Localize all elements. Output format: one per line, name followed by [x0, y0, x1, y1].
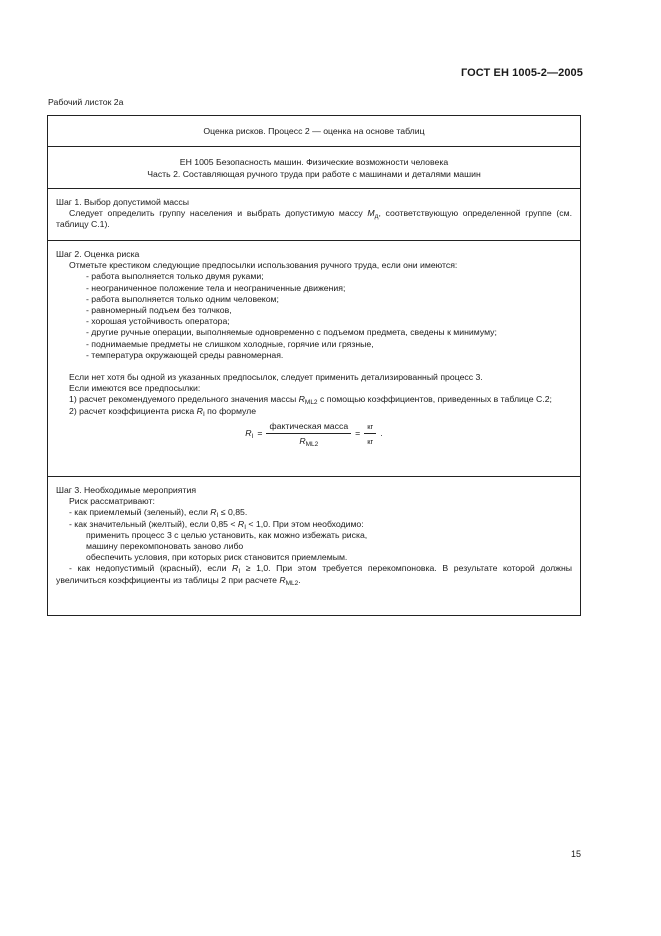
subtitle-line-1: ЕН 1005 Безопасность машин. Физические возможности человека: [179, 157, 449, 167]
precondition-item: - поднимаемые предметы не слишком холодные, горячие или грязные,: [86, 338, 374, 349]
step-2-intro: Отметьте крестиком следующие предпосылки использования ручного труда, если они имеются:: [69, 260, 458, 271]
step-1-title: Шаг 1. Выбор допустимой массы: [56, 197, 189, 207]
precondition-item: - работа выполняется только двумя руками;: [86, 271, 264, 282]
worksheet-table: [47, 115, 581, 616]
formula-rml-symbol: R: [299, 436, 306, 447]
risk-formula: [56, 421, 572, 447]
formula-denominator: [299, 434, 318, 447]
risk-unacceptable: [56, 563, 572, 585]
item-1-text-b: с помощью коэффициентов, приведенных в таблице С.2;: [317, 394, 552, 405]
step-1-text: [56, 208, 572, 230]
step-2-item-1: [56, 394, 572, 405]
precondition-list: [56, 271, 572, 361]
page-number: 15: [570, 849, 581, 859]
unacceptable-text-b: ≥ 1,0. При этом требуется перекомпоновка. В результате которой должны увеличиться коэффициенты из таблицы 2 при расчете: [56, 563, 572, 585]
step-3-title: Шаг 3. Необходимые мероприятия: [56, 485, 197, 495]
units-fraction: [364, 421, 376, 447]
unacceptable-r-subscript: I: [238, 568, 241, 576]
rml-subscript: ML2: [304, 399, 318, 407]
table-title: Оценка рисков. Процесс 2 — оценка на основе таблиц: [48, 116, 580, 147]
risk-significant: [56, 519, 572, 530]
measure-item: обеспечить условия, при которых риск становится приемлемым.: [86, 552, 348, 563]
step-2-title: Шаг 2. Оценка риска: [56, 249, 140, 259]
units-denominator: кг: [367, 437, 374, 447]
subtitle-line-2: Часть 2. Составляющая ручного труда при работе с машинами и деталями машин: [147, 168, 481, 179]
r-symbol: R: [196, 405, 203, 416]
equals-sign-2: =: [355, 428, 361, 439]
item-1-text-a: 1) расчет рекомендуемого предельного значения массы: [69, 394, 299, 405]
precondition-item: - работа выполняется только одним человеком;: [86, 293, 279, 304]
unacceptable-text-a: - как недопустимый (красный), если: [69, 563, 233, 574]
standard-id: ГОСТ ЕН 1005-2—2005: [460, 67, 583, 79]
precondition-item: - другие ручные операции, выполняемые одновременно с подъемом предмета, сведены к минимуму;: [86, 327, 497, 338]
step-1-text-a: Следует определить группу населения и выбрать допустимую массу: [69, 208, 368, 219]
units-numerator: кг: [364, 421, 376, 434]
acceptable-text-a: - как приемлемый (зеленый), если: [69, 507, 211, 518]
step-2-if-none: Если нет хотя бы одной из указанных предпосылок, следует применить детализированный процесс 3.: [69, 372, 483, 383]
formula-period: .: [380, 428, 383, 439]
formula-r-symbol: R: [245, 428, 252, 439]
formula-lhs: [245, 428, 253, 439]
r-subscript: I: [202, 410, 205, 418]
step-3-section: [48, 477, 580, 586]
significant-text-b: < 1,0. При этом необходимо:: [246, 518, 364, 529]
unacceptable-period: .: [298, 574, 301, 585]
acceptable-r-symbol: R: [210, 507, 217, 518]
mass-symbol: M: [367, 208, 375, 219]
step-3-intro: Риск рассматривают:: [69, 496, 155, 507]
equals-sign-1: =: [257, 428, 263, 439]
rml-symbol: R: [298, 394, 305, 405]
precondition-item: - хорошая устойчивость оператора;: [86, 316, 230, 327]
step-2-if-all: Если имеются все предпосылки:: [69, 383, 201, 394]
item-2-text-a: 2) расчет коэффициента риска: [69, 405, 197, 416]
formula-rml-subscript: ML2: [305, 441, 319, 449]
significant-r-subscript: I: [244, 523, 246, 531]
step-1-text-b: , соответствующую определенной группе (см. таблицу С.1).: [56, 208, 572, 230]
significant-text-a: - как значительный (желтый), если 0,85 <: [69, 518, 238, 529]
acceptable-r-subscript: I: [216, 512, 219, 520]
step-2-section: [48, 241, 580, 477]
formula-numerator: фактическая масса: [266, 421, 351, 434]
formula-r-subscript: I: [251, 433, 254, 441]
precondition-item: - равномерный подъем без толчков,: [86, 305, 232, 316]
measure-item: применить процесс 3 с целью установить, как можно избежать риска,: [86, 529, 368, 540]
sheet-label: Рабочий листок 2а: [48, 97, 124, 107]
mass-subscript: д: [374, 213, 379, 221]
main-fraction: [266, 421, 351, 447]
precondition-item: - температура окружающей среды равномерная.: [86, 349, 284, 360]
precondition-item: - неограниченное положение тела и неограниченные движения;: [86, 282, 346, 293]
unacceptable-rml-subscript: ML2: [285, 579, 299, 587]
significant-r-symbol: R: [237, 518, 245, 529]
unacceptable-r-symbol: R: [232, 563, 239, 574]
step-1-section: [48, 189, 580, 241]
measure-item: машину перекомпоновать заново либо: [86, 541, 244, 552]
standard-subtitle: [48, 147, 580, 189]
step-2-item-2: [56, 406, 572, 417]
item-2-text-b: по формуле: [204, 405, 257, 416]
unacceptable-rml-symbol: R: [279, 574, 286, 585]
risk-acceptable: [56, 507, 572, 518]
acceptable-text-b: ≤ 0,85.: [218, 507, 248, 518]
